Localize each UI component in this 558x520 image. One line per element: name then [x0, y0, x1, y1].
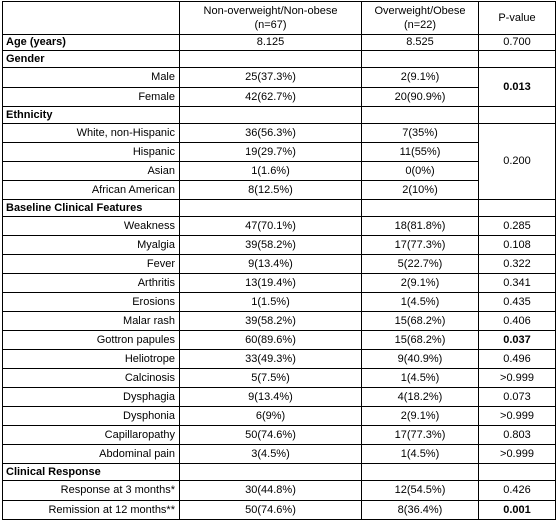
- cell-p: 0.322: [479, 255, 556, 274]
- empty-cell: [362, 107, 479, 124]
- row-label: Male: [3, 68, 180, 88]
- cell-v1: 39(58.2%): [180, 312, 362, 331]
- cell-p: 0.108: [479, 236, 556, 255]
- table-row: [3, 162, 556, 181]
- table-row: [3, 501, 556, 520]
- empty-cell: [479, 200, 556, 217]
- row-label: Gottron papules: [3, 331, 180, 350]
- cell-age-v2: 8.525: [362, 35, 479, 51]
- cell-v2: 1(4.5%): [362, 293, 479, 312]
- cell-v2: 12(54.5%): [362, 481, 479, 501]
- cell-v1: 13(19.4%): [180, 274, 362, 293]
- empty-cell: [180, 51, 362, 68]
- row-label: Response at 3 months*: [3, 481, 180, 501]
- row-label: Female: [3, 88, 180, 107]
- table-row: [3, 236, 556, 255]
- header-overweight: [362, 2, 479, 35]
- cell-v1: 50(74.6%): [180, 426, 362, 445]
- empty-cell: [362, 464, 479, 481]
- empty-cell: [362, 200, 479, 217]
- cell-v2: 18(81.8%): [362, 217, 479, 236]
- cell-v1: 25(37.3%): [180, 68, 362, 88]
- cell-p: >0.999: [479, 445, 556, 464]
- row-label: Dysphonia: [3, 407, 180, 426]
- cell-v1: 1(1.5%): [180, 293, 362, 312]
- cell-p: 0.435: [479, 293, 556, 312]
- row-label: Fever: [3, 255, 180, 274]
- cell-v1: 1(1.6%): [180, 162, 362, 181]
- table-row: [3, 407, 556, 426]
- cell-v1: 19(29.7%): [180, 143, 362, 162]
- cell-p: 0.073: [479, 388, 556, 407]
- cell-p: 0.406: [479, 312, 556, 331]
- cell-p: 0.803: [479, 426, 556, 445]
- header-overweight-title: Overweight/Obese: [374, 5, 466, 17]
- cell-v1: 6(9%): [180, 407, 362, 426]
- row-label: Capillaropathy: [3, 426, 180, 445]
- cell-v2: 2(9.1%): [362, 68, 479, 88]
- cell-v2: 2(9.1%): [362, 274, 479, 293]
- header-non-overweight-n: (n=67): [254, 19, 287, 31]
- cell-v1: 42(62.7%): [180, 88, 362, 107]
- table-row: [3, 369, 556, 388]
- cell-v1: 50(74.6%): [180, 501, 362, 520]
- cell-v1: 39(58.2%): [180, 236, 362, 255]
- section-title-response: Clinical Response: [3, 464, 180, 481]
- table-row: [3, 350, 556, 369]
- header-overweight-n: (n=22): [403, 19, 437, 31]
- table-row: [3, 481, 556, 501]
- table-row: [3, 181, 556, 200]
- table-row: [3, 445, 556, 464]
- cell-v2: 7(35%): [362, 124, 479, 143]
- row-label: Heliotrope: [3, 350, 180, 369]
- table-row: [3, 35, 556, 51]
- table-row: [3, 274, 556, 293]
- row-label: Abdominal pain: [3, 445, 180, 464]
- cell-gender-p: 0.013: [479, 68, 556, 107]
- table-row: [3, 68, 556, 88]
- empty-cell: [479, 107, 556, 124]
- cell-p: 0.001: [479, 501, 556, 520]
- cell-v2: 20(90.9%): [362, 88, 479, 107]
- cell-p: 0.285: [479, 217, 556, 236]
- empty-cell: [362, 51, 479, 68]
- table-row: [3, 143, 556, 162]
- table-row: [3, 88, 556, 107]
- cell-v2: 1(4.5%): [362, 445, 479, 464]
- row-label: Dysphagia: [3, 388, 180, 407]
- row-label: African American: [3, 181, 180, 200]
- row-label: Calcinosis: [3, 369, 180, 388]
- cell-v1: 3(4.5%): [180, 445, 362, 464]
- cell-p: 0.341: [479, 274, 556, 293]
- cell-p: >0.999: [479, 369, 556, 388]
- cell-v1: 5(7.5%): [180, 369, 362, 388]
- cell-v1: 8(12.5%): [180, 181, 362, 200]
- table-row: [3, 255, 556, 274]
- cell-age-p: 0.700: [479, 35, 556, 51]
- header-non-overweight-title: Non-overweight/Non-obese: [203, 5, 338, 17]
- header-empty-cell: [3, 2, 180, 35]
- cell-v2: 11(55%): [362, 143, 479, 162]
- row-label: Malar rash: [3, 312, 180, 331]
- table-row: [3, 426, 556, 445]
- section-row: [3, 464, 556, 481]
- cell-v1: 33(49.3%): [180, 350, 362, 369]
- empty-cell: [180, 200, 362, 217]
- empty-cell: [180, 107, 362, 124]
- cell-v2: 2(10%): [362, 181, 479, 200]
- cell-p: 0.426: [479, 481, 556, 501]
- table-row: [3, 331, 556, 350]
- header-p-value-label: P-value: [498, 12, 536, 24]
- cell-v2: 0(0%): [362, 162, 479, 181]
- cell-v2: 8(36.4%): [362, 501, 479, 520]
- row-label: Myalgia: [3, 236, 180, 255]
- section-title-ethnicity: Ethnicity: [3, 107, 180, 124]
- row-label: Hispanic: [3, 143, 180, 162]
- table-row: [3, 124, 556, 143]
- cell-v1: 47(70.1%): [180, 217, 362, 236]
- row-label-age: Age (years): [3, 35, 180, 51]
- cell-v2: 17(77.3%): [362, 426, 479, 445]
- section-row: [3, 51, 556, 68]
- row-label: Weakness: [3, 217, 180, 236]
- cell-v2: 17(77.3%): [362, 236, 479, 255]
- cell-p: 0.037: [479, 331, 556, 350]
- table-row: [3, 217, 556, 236]
- table-row: [3, 388, 556, 407]
- cell-v2: 15(68.2%): [362, 331, 479, 350]
- row-label: Arthritis: [3, 274, 180, 293]
- section-title-gender: Gender: [3, 51, 180, 68]
- cell-v1: 60(89.6%): [180, 331, 362, 350]
- cell-v2: 9(40.9%): [362, 350, 479, 369]
- table-row: [3, 312, 556, 331]
- cell-v1: 36(56.3%): [180, 124, 362, 143]
- cell-v2: 5(22.7%): [362, 255, 479, 274]
- cell-v1: 9(13.4%): [180, 255, 362, 274]
- comparison-table: [2, 1, 556, 520]
- table-row: [3, 293, 556, 312]
- cell-v1: 30(44.8%): [180, 481, 362, 501]
- cell-p: 0.496: [479, 350, 556, 369]
- cell-v2: 15(68.2%): [362, 312, 479, 331]
- row-label: White, non-Hispanic: [3, 124, 180, 143]
- section-row: [3, 200, 556, 217]
- row-label: Erosions: [3, 293, 180, 312]
- section-row: [3, 107, 556, 124]
- empty-cell: [479, 464, 556, 481]
- section-title-baseline: Baseline Clinical Features: [3, 200, 180, 217]
- header-non-overweight: [180, 2, 362, 35]
- row-label: Asian: [3, 162, 180, 181]
- table-header-row: [3, 2, 556, 35]
- cell-v1: 9(13.4%): [180, 388, 362, 407]
- cell-age-v1: 8.125: [180, 35, 362, 51]
- cell-ethnicity-p: 0.200: [479, 124, 556, 200]
- header-p-value: [479, 2, 556, 35]
- empty-cell: [180, 464, 362, 481]
- cell-v2: 1(4.5%): [362, 369, 479, 388]
- empty-cell: [479, 51, 556, 68]
- cell-v2: 4(18.2%): [362, 388, 479, 407]
- cell-v2: 2(9.1%): [362, 407, 479, 426]
- row-label: Remission at 12 months**: [3, 501, 180, 520]
- cell-p: >0.999: [479, 407, 556, 426]
